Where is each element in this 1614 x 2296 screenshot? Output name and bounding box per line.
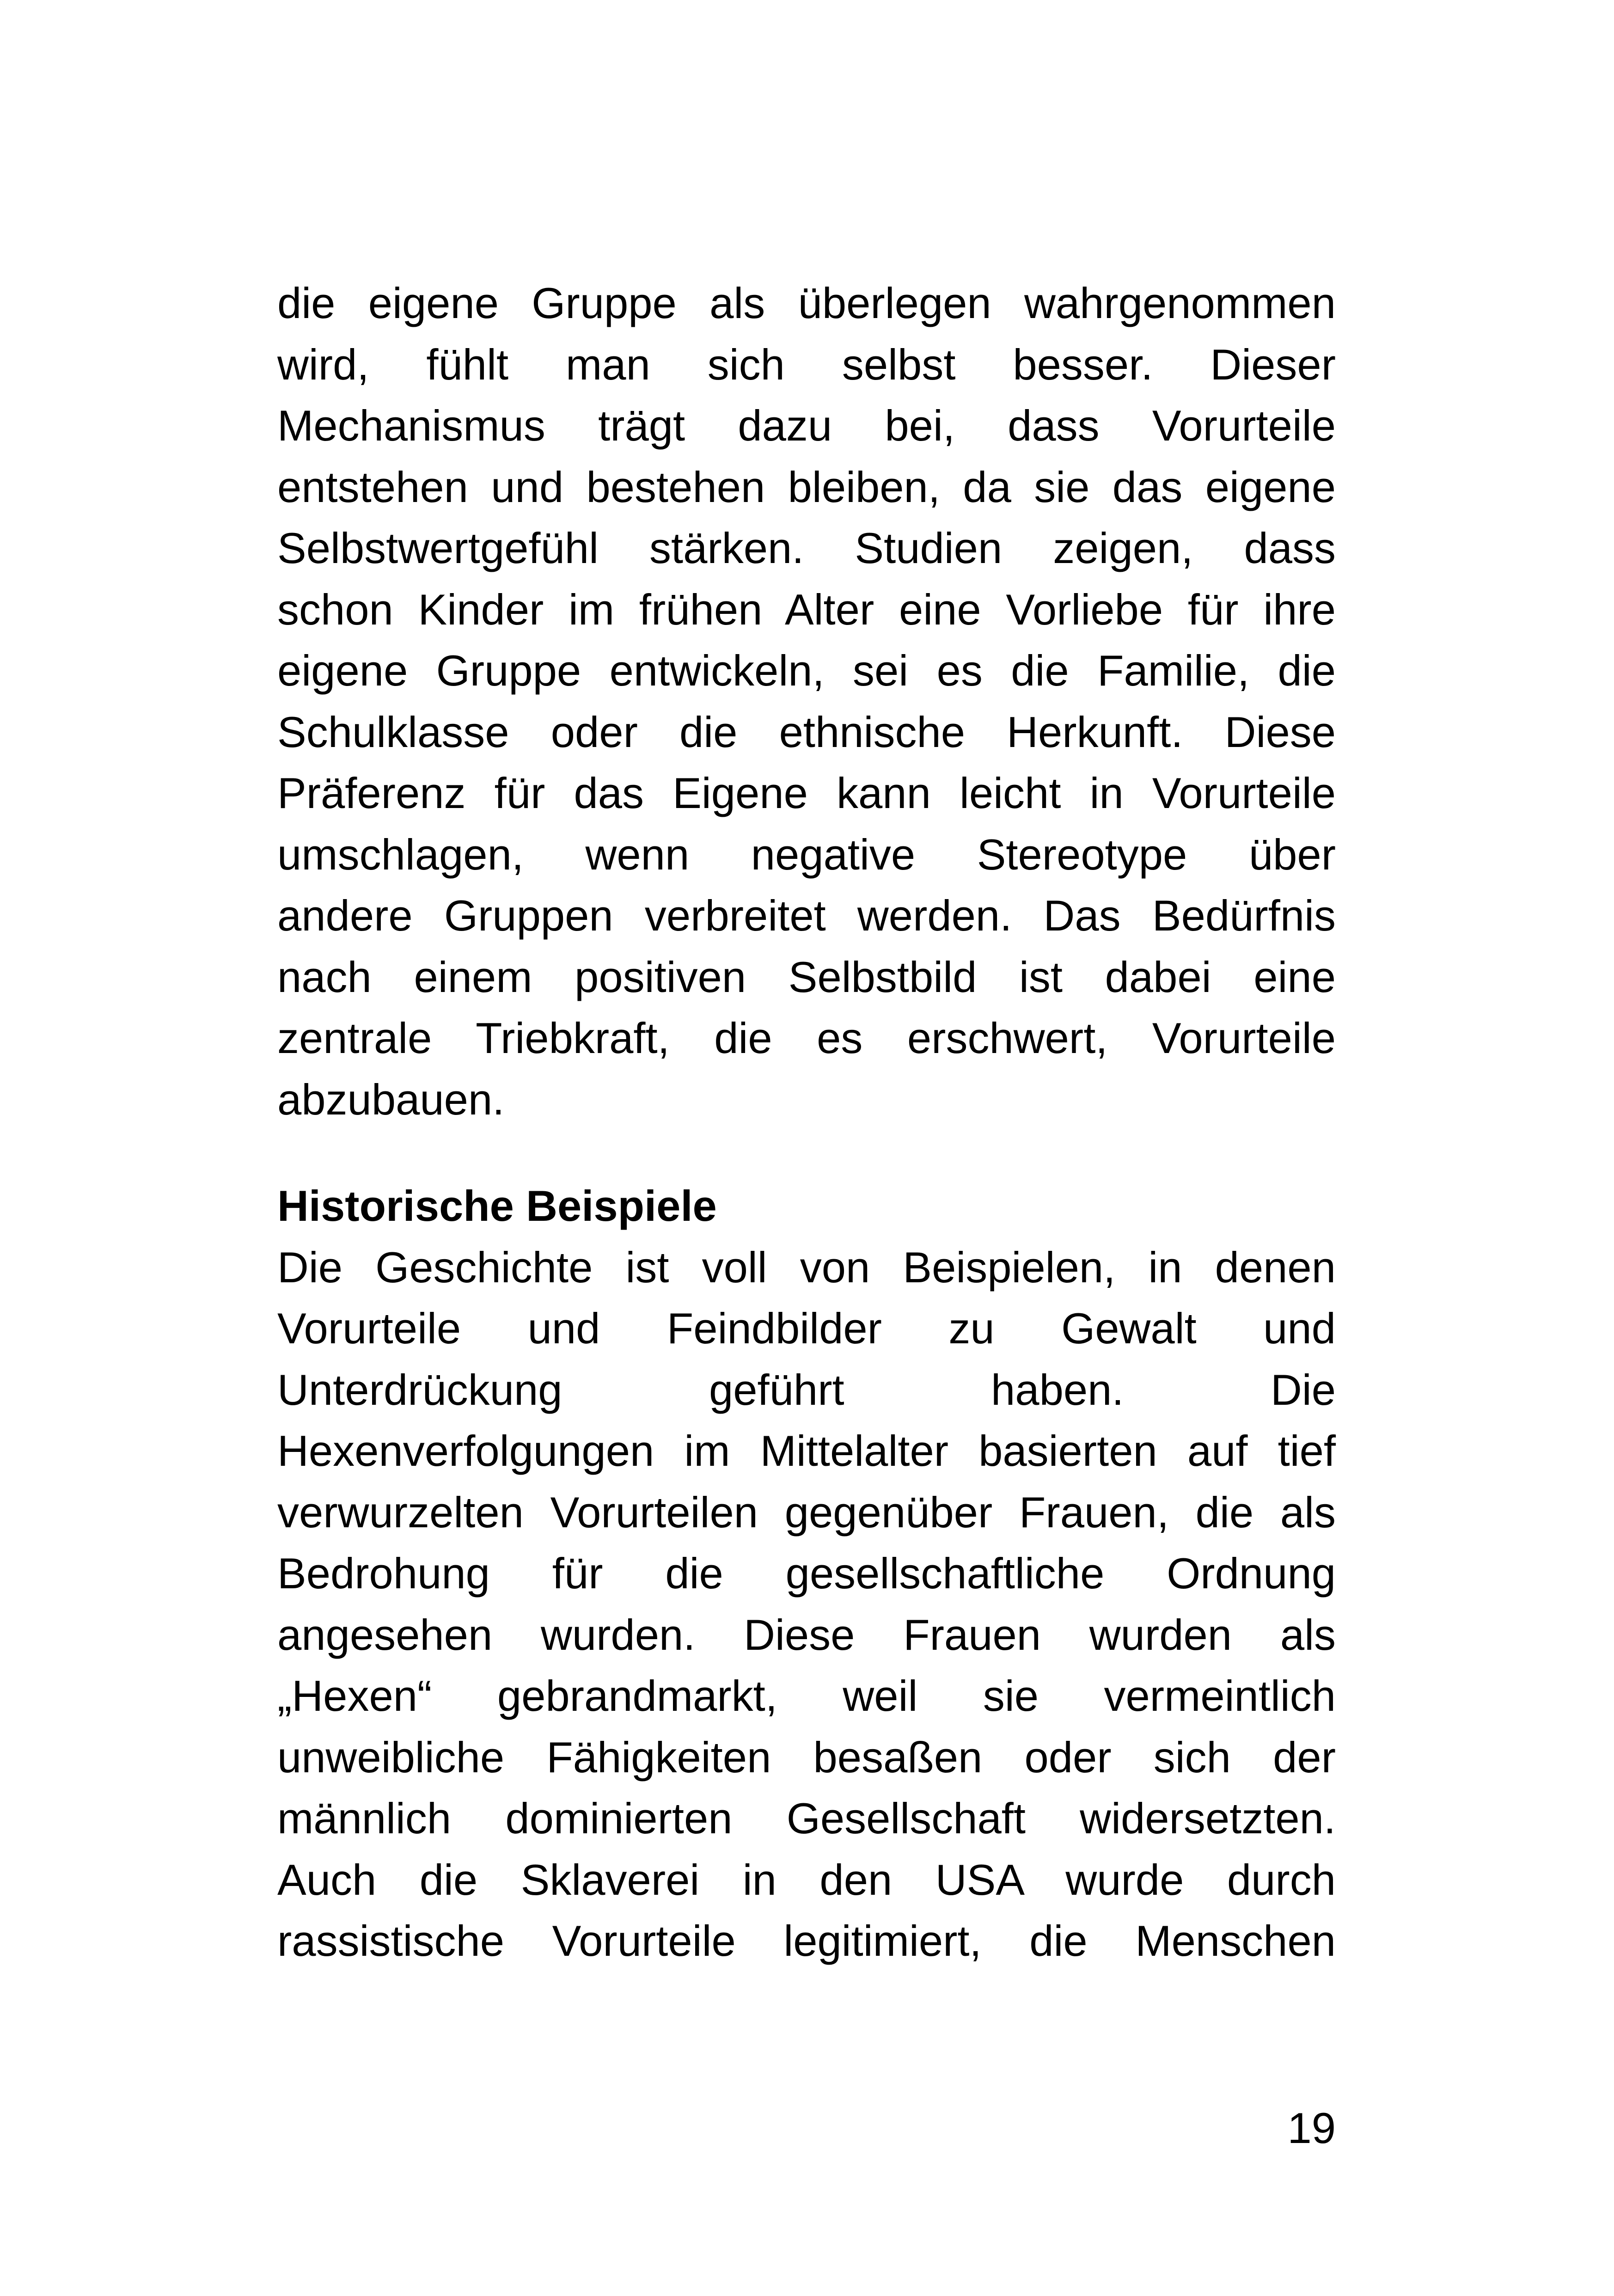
text-line: rassistische Vorurteile legitimiert, die Menschen	[277, 1916, 1336, 1965]
text-line: Auch die Sklaverei in den USA wurde durch	[277, 1855, 1336, 1904]
text-line: verwurzelten Vorurteilen gegenüber Frauen, die als	[277, 1488, 1336, 1537]
text-line: schon Kinder im frühen Alter eine Vorliebe für ihre	[277, 585, 1336, 634]
text-line: wird, fühlt man sich selbst besser. Dieser	[277, 340, 1336, 389]
text-line: Hexenverfolgungen im Mittelalter basierten auf tief	[277, 1427, 1336, 1475]
text-line: die eigene Gruppe als überlegen wahrgenommen	[277, 279, 1336, 327]
text-line: Schulklasse oder die ethnische Herkunft. Diese	[277, 707, 1336, 756]
text-line: Die Geschichte ist voll von Beispielen, in denen	[277, 1243, 1336, 1292]
text-line: „Hexen“ gebrandmarkt, weil sie vermeintlich	[277, 1671, 1336, 1720]
text-line: männlich dominierten Gesellschaft widersetzten.	[277, 1794, 1336, 1843]
text-line: nach einem positiven Selbstbild ist dabei eine	[277, 952, 1336, 1001]
text-line: unweibliche Fähigkeiten besaßen oder sich der	[277, 1733, 1336, 1782]
text-line: umschlagen, wenn negative Stereotype über	[277, 830, 1336, 879]
text-line: andere Gruppen verbreitet werden. Das Bedürfnis	[277, 891, 1336, 940]
text-line: Präferenz für das Eigene kann leicht in Vorurteile	[277, 769, 1336, 817]
section-heading: Historische Beispiele	[277, 1182, 717, 1230]
paragraph-2	[277, 1237, 1336, 1972]
text-line: abzubauen.	[277, 1075, 505, 1124]
text-line: angesehen wurden. Diese Frauen wurden als	[277, 1610, 1336, 1659]
text-line: Unterdrückung geführt haben. Die	[277, 1365, 1336, 1414]
page-body	[277, 273, 1336, 1972]
text-line: zentrale Triebkraft, die es erschwert, Vorurteile	[277, 1014, 1336, 1062]
paragraph-1	[277, 273, 1336, 1130]
text-line: Mechanismus trägt dazu bei, dass Vorurteile	[277, 401, 1336, 450]
text-line: Selbstwertgefühl stärken. Studien zeigen, dass	[277, 524, 1336, 572]
text-line: entstehen und bestehen bleiben, da sie das eigene	[277, 462, 1336, 511]
text-line: Bedrohung für die gesellschaftliche Ordnung	[277, 1549, 1336, 1598]
text-line: eigene Gruppe entwickeln, sei es die Familie, die	[277, 646, 1336, 695]
text-line: Vorurteile und Feindbilder zu Gewalt und	[277, 1304, 1336, 1353]
page-number: 19	[1287, 2104, 1336, 2152]
